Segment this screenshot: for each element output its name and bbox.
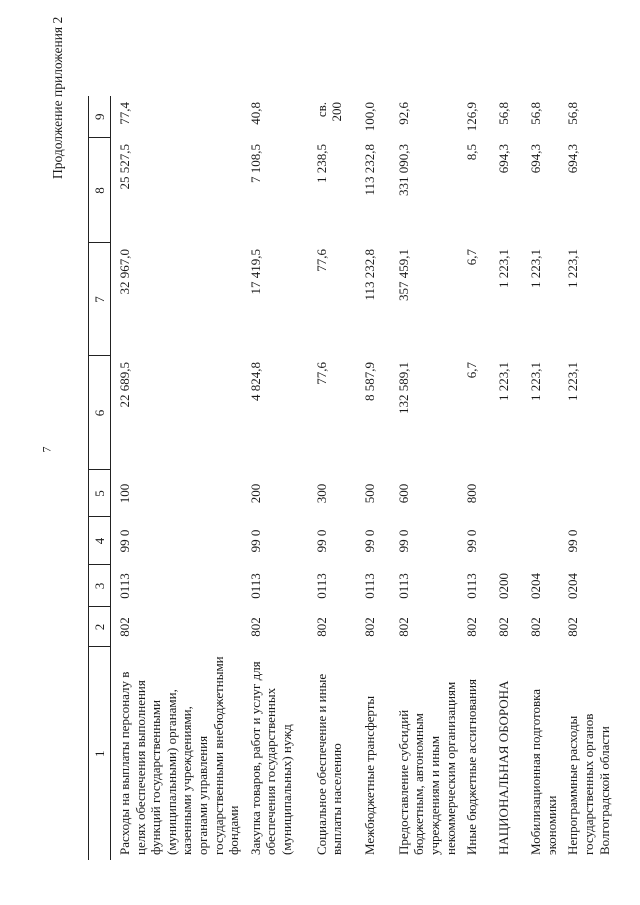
row-name: Мобилизационная подготовка экономики xyxy=(528,688,559,855)
row-name: Предоставление субсидий бюджетным, автономным учреждениям и иным некоммерческим организациям xyxy=(395,681,458,855)
col-header-2: 2 xyxy=(89,607,111,647)
table-row xyxy=(308,96,356,860)
cell-value-7: 17 419,5 xyxy=(247,249,263,295)
cell-value-6: 6,7 xyxy=(464,362,480,379)
cell-value-7: 6,7 xyxy=(464,249,480,266)
cell-target: 99 0 xyxy=(361,529,377,553)
cell-value-8: 694,3 xyxy=(528,144,544,174)
cell-value-7: 1 223,1 xyxy=(496,249,512,288)
cell-expense-type xyxy=(490,470,522,517)
cell-section: 0200 xyxy=(496,573,512,599)
cell-value-8: 694,3 xyxy=(565,144,581,174)
cell-value-8: 1 238,5 xyxy=(313,144,329,183)
cell-admin-code: 802 xyxy=(395,617,411,637)
cell-expense-type: 300 xyxy=(313,483,329,504)
cell-admin-code: 802 xyxy=(117,617,132,637)
cell-value-9: 56,8 xyxy=(496,102,512,125)
cell-expense-type: 600 xyxy=(395,483,411,504)
cell-value-8: 7 108,5 xyxy=(247,144,263,183)
table-row xyxy=(522,96,559,860)
table-row xyxy=(490,96,522,860)
cell-value-7: 32 967,0 xyxy=(117,249,132,295)
row-name: Межбюджетные трансферты xyxy=(361,695,377,855)
cell-value-9: 40,8 xyxy=(247,102,263,125)
cell-target: 99 0 xyxy=(565,529,581,553)
cell-section: 0204 xyxy=(528,573,544,599)
cell-value-8: 694,3 xyxy=(496,144,512,174)
table-row xyxy=(111,96,242,860)
cell-admin-code: 802 xyxy=(496,617,512,637)
cell-value-7: 1 223,1 xyxy=(528,249,544,288)
cell-value-6: 77,6 xyxy=(313,362,329,385)
col-header-4: 4 xyxy=(89,517,111,565)
page-number: 7 xyxy=(39,446,54,453)
cell-target xyxy=(522,517,559,565)
cell-value-9: 126,9 xyxy=(464,102,480,132)
cell-value-9: 100,0 xyxy=(361,102,377,132)
cell-admin-code: 802 xyxy=(565,617,581,637)
cell-admin-code: 802 xyxy=(313,617,329,637)
cell-value-8: 331 090,3 xyxy=(395,144,411,196)
table-row xyxy=(242,96,308,860)
cell-value-9: 56,8 xyxy=(528,102,544,125)
cell-section: 0113 xyxy=(395,573,411,599)
cell-value-8: 113 232,8 xyxy=(361,144,377,196)
cell-value-8: 8,5 xyxy=(464,144,480,161)
cell-value-8: 25 527,5 xyxy=(117,144,132,190)
cell-expense-type xyxy=(522,470,559,517)
col-header-5: 5 xyxy=(89,470,111,517)
cell-expense-type xyxy=(559,470,612,517)
table-row xyxy=(458,96,490,860)
cell-admin-code: 802 xyxy=(464,617,480,637)
budget-table xyxy=(88,96,612,860)
cell-expense-type: 200 xyxy=(247,483,263,504)
cell-value-9: 56,8 xyxy=(565,102,581,125)
cell-section: 0113 xyxy=(361,573,377,599)
cell-admin-code: 802 xyxy=(361,617,377,637)
cell-target: 99 0 xyxy=(247,529,263,553)
row-name: Расходы на выплаты персоналу в целях обеспечения выполнения функций государственными (муниципальными) органами, казенными учреждениями, органами управления государственными внебюджетными фондами xyxy=(117,656,242,855)
cell-value-6: 22 689,5 xyxy=(117,362,132,408)
cell-target xyxy=(490,517,522,565)
cell-target: 99 0 xyxy=(313,529,329,553)
cell-value-9: 92,6 xyxy=(395,102,411,125)
appendix-caption: Продолжение приложения 2 xyxy=(50,16,65,179)
table-row xyxy=(390,96,458,860)
cell-value-9: 77,4 xyxy=(117,102,132,125)
cell-value-6: 8 587,9 xyxy=(361,362,377,401)
row-name: НАЦИОНАЛЬНАЯ ОБОРОНА xyxy=(496,680,512,855)
col-header-1: 1 xyxy=(89,647,111,860)
cell-value-7: 113 232,8 xyxy=(361,249,377,301)
col-header-3: 3 xyxy=(89,565,111,607)
col-header-7: 7 xyxy=(89,243,111,356)
cell-value-9: св. 200 xyxy=(313,102,345,122)
cell-expense-type: 800 xyxy=(464,483,480,504)
cell-value-7: 1 223,1 xyxy=(565,249,581,288)
table-row xyxy=(559,96,612,860)
row-name: Иные бюджетные ассигнования xyxy=(464,678,480,855)
row-name: Закупка товаров, работ и услуг для обеспечения государственных (муниципальных) нужд xyxy=(247,661,294,855)
cell-value-7: 77,6 xyxy=(313,249,329,272)
cell-value-6: 4 824,8 xyxy=(247,362,263,401)
cell-expense-type: 500 xyxy=(361,483,377,504)
table-row xyxy=(356,96,390,860)
cell-target: 99 0 xyxy=(395,529,411,553)
col-header-9: 9 xyxy=(89,96,111,138)
cell-section: 0113 xyxy=(117,573,132,599)
col-header-8: 8 xyxy=(89,138,111,243)
row-name: Непрограммные расходы государственных органов Волгоградской области xyxy=(565,713,612,855)
cell-value-6: 1 223,1 xyxy=(528,362,544,401)
cell-value-6: 1 223,1 xyxy=(496,362,512,401)
cell-section: 0113 xyxy=(313,573,329,599)
cell-value-6: 132 589,1 xyxy=(395,362,411,414)
cell-section: 0113 xyxy=(247,573,263,599)
cell-value-6: 1 223,1 xyxy=(565,362,581,401)
cell-admin-code: 802 xyxy=(528,617,544,637)
cell-expense-type: 100 xyxy=(117,483,132,504)
cell-admin-code: 802 xyxy=(247,617,263,637)
cell-target: 99 0 xyxy=(464,529,480,553)
cell-value-7: 357 459,1 xyxy=(395,249,411,301)
col-header-6: 6 xyxy=(89,356,111,470)
header-row xyxy=(89,96,111,860)
row-name: Социальное обеспечение и иные выплаты населению xyxy=(313,673,345,855)
cell-target: 99 0 xyxy=(117,529,132,553)
cell-section: 0113 xyxy=(464,573,480,599)
cell-section: 0204 xyxy=(565,573,581,599)
